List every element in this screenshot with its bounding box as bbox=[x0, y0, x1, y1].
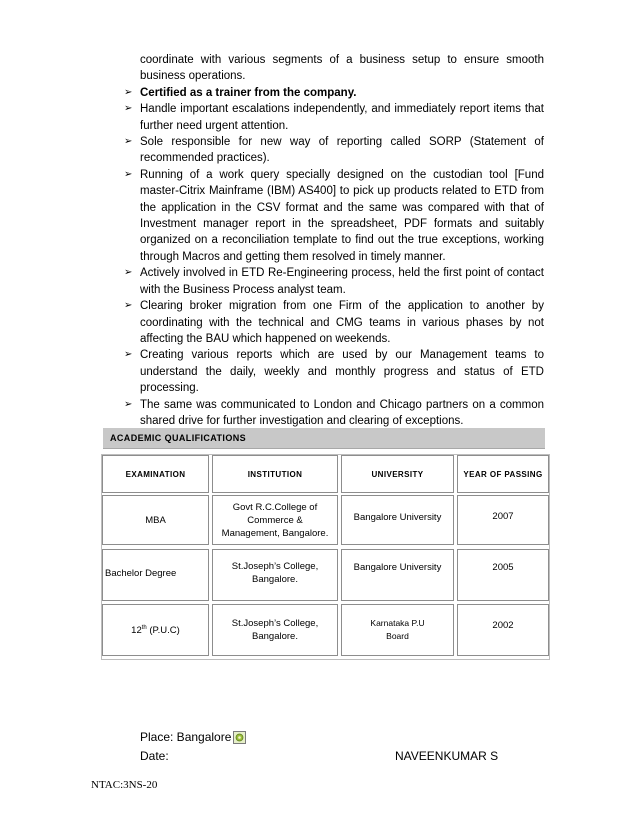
row1-university: Bangalore University bbox=[341, 495, 454, 545]
place-text: Place: Bangalore bbox=[140, 730, 232, 744]
arrow-bullet-icon: ➢ bbox=[124, 136, 133, 148]
section-title: ACADEMIC QUALIFICATIONS bbox=[110, 433, 247, 443]
date-label: Date: bbox=[140, 749, 169, 763]
row2-examination: Bachelor Degree bbox=[102, 549, 209, 601]
list-item bbox=[124, 397, 544, 430]
list-item-text: Clearing broker migration from one Firm of the application to another by coordinating with the technical and CMG teams in various phases by not affecting the BAU which happened on weekends. bbox=[140, 300, 544, 345]
arrow-bullet-icon: ➢ bbox=[124, 267, 133, 279]
list-item-text: Handle important escalations independently, and immediately report items that further need urgent attention. bbox=[140, 103, 544, 132]
row3-institution: St.Joseph’s College, Bangalore. bbox=[212, 604, 338, 656]
row2-year: 2005 bbox=[457, 549, 549, 601]
header-institution: INSTITUTION bbox=[212, 455, 338, 493]
signature-name: NAVEENKUMAR S bbox=[395, 749, 499, 763]
list-item bbox=[124, 134, 544, 167]
list-item bbox=[124, 265, 544, 298]
row1-examination: MBA bbox=[102, 495, 209, 545]
row1-year: 2007 bbox=[457, 495, 549, 545]
list-item bbox=[124, 167, 544, 265]
row2-university: Bangalore University bbox=[341, 549, 454, 601]
list-item-text: Certified as a trainer from the company. bbox=[140, 86, 357, 99]
row3-university: Karnataka P.U Board bbox=[341, 604, 454, 656]
arrow-bullet-icon: ➢ bbox=[124, 349, 133, 361]
row2-institution: St.Joseph’s College, Bangalore. bbox=[212, 549, 338, 601]
list-item-text: Sole responsible for new way of reporting called SORP (Statement of recommended practices). bbox=[140, 136, 544, 165]
list-item-text: The same was communicated to London and Chicago partners on a common shared drive for further investigation and clearing of exceptions. bbox=[140, 398, 544, 427]
footer-code: NTAC:3NS-20 bbox=[91, 779, 158, 791]
row1-institution: Govt R.C.College of Commerce & Management, Bangalore. bbox=[212, 495, 338, 545]
place-line bbox=[140, 730, 246, 744]
list-item bbox=[124, 298, 544, 347]
header-year: YEAR OF PASSING bbox=[457, 455, 549, 493]
list-item-text: Creating various reports which are used by our Management teams to understand the daily, weekly and monthly progress and status of ETD processing. bbox=[140, 349, 544, 395]
list-item bbox=[124, 85, 544, 101]
list-item-text: Running of a work query specially designed on the custodian tool [Fund master-Citrix Mainframe (IBM) AS400] to pick up products related to ETD from the application in the CSV format and the same was compared with that of Investment manager report in the spreadsheet, PDF formats and suitably organized on a reconciliation template to find out the true exceptions, working through Macros and getting them resolved in timely manner. bbox=[140, 168, 544, 263]
list-item bbox=[124, 347, 544, 396]
responsibilities-list bbox=[124, 52, 544, 429]
header-examination: EXAMINATION bbox=[102, 455, 209, 493]
row3-year: 2002 bbox=[457, 604, 549, 656]
intro-text: coordinate with various segments of a business setup to ensure smooth business operations. bbox=[140, 54, 544, 83]
arrow-bullet-icon: ➢ bbox=[124, 86, 133, 98]
list-item-text: Actively involved in ETD Re-Engineering process, held the first point of contact with the Business Process analyst team. bbox=[140, 267, 544, 296]
qualifications-table bbox=[101, 454, 550, 660]
arrow-bullet-icon: ➢ bbox=[124, 398, 133, 410]
arrow-bullet-icon: ➢ bbox=[124, 103, 133, 115]
arrow-bullet-icon: ➢ bbox=[124, 300, 133, 312]
list-item bbox=[124, 101, 544, 134]
row3-examination: 12th (P.U.C) bbox=[102, 604, 209, 656]
header-university: UNIVERSITY bbox=[341, 455, 454, 493]
arrow-bullet-icon: ➢ bbox=[124, 168, 133, 180]
academic-section-header bbox=[103, 428, 545, 449]
image-placeholder-icon bbox=[233, 731, 246, 744]
